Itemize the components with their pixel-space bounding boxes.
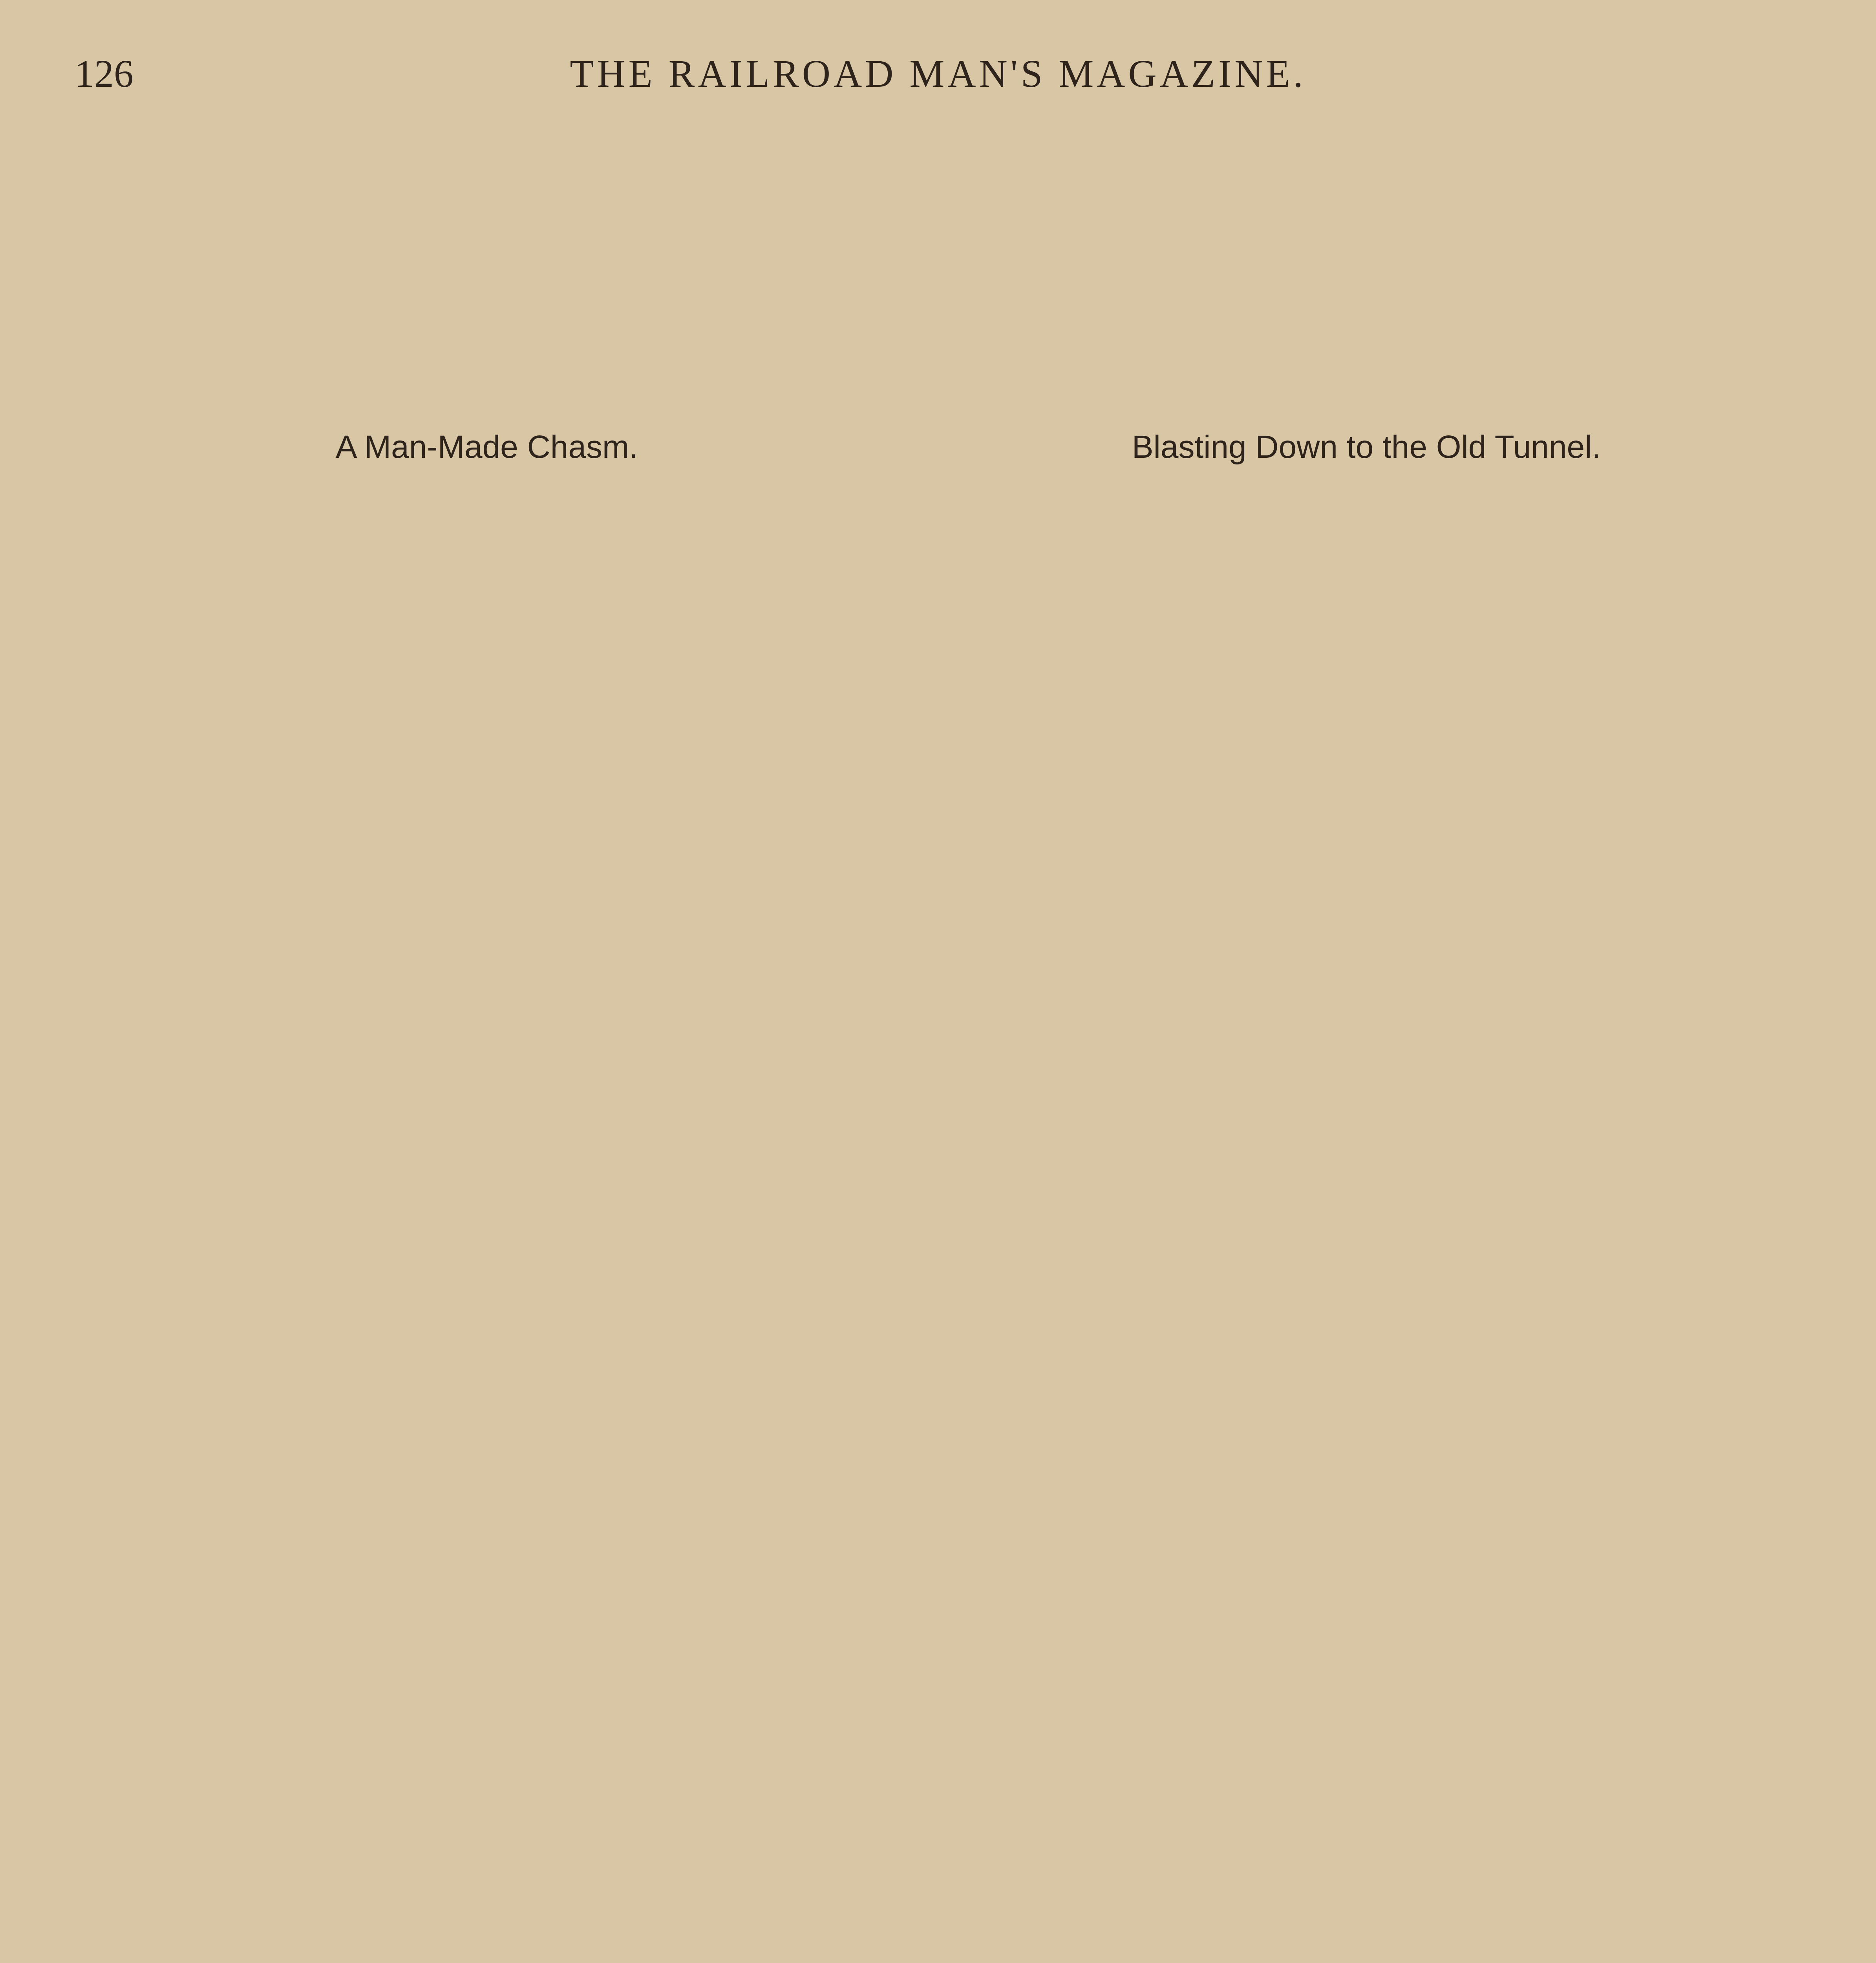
section-heading: Blasting Down to the Old Tunnel. <box>1132 429 1601 465</box>
section-heading: A Man-Made Chasm. <box>335 429 638 465</box>
left-body-text <box>75 149 899 385</box>
right-body-text <box>954 149 1779 385</box>
right-body-text-after-heading <box>954 533 1779 769</box>
magazine-title: THE RAILROAD MAN'S MAGAZINE. <box>570 52 1306 95</box>
page-number: 126 <box>75 52 133 95</box>
left-column <box>75 149 899 1963</box>
left-body-text-after-heading <box>75 533 899 769</box>
right-column <box>954 149 1779 1963</box>
running-head <box>75 51 1801 96</box>
